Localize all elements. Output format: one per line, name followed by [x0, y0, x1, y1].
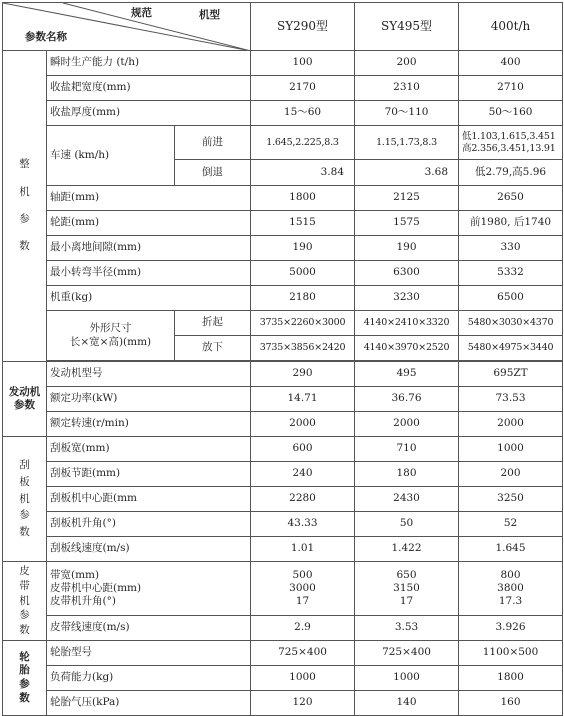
param-label: 刮板机中心距(mm — [47, 487, 251, 512]
param-label: 车速 (km/h) — [47, 126, 175, 186]
table-row — [3, 537, 563, 562]
table-row — [3, 286, 563, 311]
group-engine: 发动机参数 — [3, 362, 47, 437]
group-scraper: 刮板机参数 — [3, 437, 47, 562]
model-header-2: SY495型 — [355, 3, 459, 51]
header-row — [3, 3, 563, 51]
value-cell — [459, 126, 563, 160]
value-cell: 3735×3856×2420 — [251, 336, 355, 361]
value-cell: 1100×500 — [459, 641, 563, 666]
group-whole: 整机参数 — [3, 51, 47, 362]
param-label: 瞬时生产能力 (t/h) — [47, 51, 251, 76]
value-cell: 3.84 — [251, 160, 355, 186]
speed-low: 低1.103,1.615,3.451 — [462, 130, 556, 142]
value-cell: 3250 — [459, 487, 563, 512]
table-row — [3, 261, 563, 286]
value-cell: 330 — [459, 236, 563, 261]
value-cell: 1800 — [459, 666, 563, 691]
value-cell: 43.33 — [251, 512, 355, 537]
value-cell: 3.53 — [355, 616, 459, 641]
value-cell: 1000 — [251, 666, 355, 691]
value-cell: 180 — [355, 462, 459, 487]
value-cell: 2430 — [355, 487, 459, 512]
table-row — [3, 641, 563, 666]
param-label: 参数名称 — [25, 31, 67, 43]
value-cell: 2000 — [251, 412, 355, 437]
value-cell: 6300 — [355, 261, 459, 286]
value-cell: 15～60 — [251, 101, 355, 126]
spec-label: 规范 — [131, 7, 152, 19]
value-cell: 1.645 — [459, 537, 563, 562]
param-label: 最小转弯半径(mm) — [47, 261, 251, 286]
speed-high: 高2.356,3.451,13.91 — [462, 142, 556, 154]
table-row — [3, 211, 563, 236]
value-cell: 240 — [251, 462, 355, 487]
table-row — [3, 616, 563, 641]
value-cell: 2125 — [355, 186, 459, 211]
group-belt: 皮带机参数 — [3, 562, 47, 641]
value-cell: 低2.79,高5.96 — [459, 160, 563, 186]
value-cell: 1000 — [459, 437, 563, 462]
table-row — [3, 691, 563, 716]
param-label: 额定功率(kW) — [47, 387, 251, 412]
value-cell: 3.68 — [355, 160, 459, 186]
param-label: 轮距(mm) — [47, 211, 251, 236]
value-cell: 725×400 — [355, 641, 459, 666]
value-cell: 5480×3030×4370 — [459, 311, 563, 336]
param-label: 轮胎气压(kPa) — [47, 691, 251, 716]
value-cell: 160 — [459, 691, 563, 716]
param-label: 额定转速(r/min) — [47, 412, 251, 437]
value-cell: 2710 — [459, 76, 563, 101]
diagonal-header-cell — [3, 3, 251, 51]
value-cell: 3230 — [355, 286, 459, 311]
dims-label-line2: 长×宽×高)(mm) — [69, 335, 152, 348]
dims-label-line1: 外形尺寸 — [89, 322, 132, 335]
value-cell: 36.76 — [355, 387, 459, 412]
param-label: 机重(kg) — [47, 286, 251, 311]
value-cell: 650 3150 17 — [355, 562, 459, 616]
param-label: 刮板宽(mm) — [47, 437, 251, 462]
param-label: 负荷能力(kg) — [47, 666, 251, 691]
table-row — [3, 236, 563, 261]
value-cell: 290 — [251, 362, 355, 387]
value-cell: 2180 — [251, 286, 355, 311]
value-cell: 1.15,1.73,8.3 — [355, 126, 459, 160]
table-row — [3, 562, 563, 616]
table-row — [3, 362, 563, 387]
value-cell: 500 3000 17 — [251, 562, 355, 616]
value-cell: 2000 — [355, 412, 459, 437]
value-cell: 710 — [355, 437, 459, 462]
value-cell: 73.53 — [459, 387, 563, 412]
table-row — [3, 462, 563, 487]
table-row — [3, 412, 563, 437]
sub-label-down: 放下 — [175, 336, 251, 361]
param-label: 收盐厚度(mm) — [47, 101, 251, 126]
param-label: 刮板机升角(°) — [47, 512, 251, 537]
param-label: 皮带机升角(°) — [50, 595, 116, 608]
value-cell: 5332 — [459, 261, 563, 286]
sub-label-folded: 折起 — [175, 311, 251, 336]
param-label — [47, 311, 175, 361]
value-cell: 2000 — [459, 412, 563, 437]
value-cell: 725×400 — [251, 641, 355, 666]
value-cell: 70～110 — [355, 101, 459, 126]
value-cell: 50～160 — [459, 101, 563, 126]
param-label: 带宽(mm) — [50, 568, 100, 581]
param-label: 轴距(mm) — [47, 186, 251, 211]
param-label: 皮带线速度(m/s) — [47, 616, 251, 641]
table-row — [3, 666, 563, 691]
value-cell: 1000 — [355, 666, 459, 691]
value-cell: 695ZT — [459, 362, 563, 387]
value-cell: 2280 — [251, 487, 355, 512]
value-cell: 140 — [355, 691, 459, 716]
value-cell: 400 — [459, 51, 563, 76]
group-tire: 轮胎参数 — [3, 641, 47, 716]
param-label: 刮板节距(mm) — [47, 462, 251, 487]
table-row — [3, 76, 563, 101]
param-label: 轮胎型号 — [47, 641, 251, 666]
value-cell: 200 — [355, 51, 459, 76]
value-cell: 前1980, 后1740 — [459, 211, 563, 236]
value-cell: 1.01 — [251, 537, 355, 562]
table-row — [3, 186, 563, 211]
value-cell: 200 — [459, 462, 563, 487]
param-label: 收盐耙宽度(mm) — [47, 76, 251, 101]
param-label: 刮板线速度(m/s) — [47, 537, 251, 562]
value-cell: 2650 — [459, 186, 563, 211]
value-cell: 120 — [251, 691, 355, 716]
value-cell: 50 — [355, 512, 459, 537]
value-cell: 1.645,2.225,8.3 — [251, 126, 355, 160]
value-cell: 3.926 — [459, 616, 563, 641]
value-cell: 52 — [459, 512, 563, 537]
value-cell: 1515 — [251, 211, 355, 236]
value-cell: 6500 — [459, 286, 563, 311]
spec-table — [2, 2, 563, 716]
model-header-3: 400t/h — [459, 3, 563, 51]
value-cell: 1.422 — [355, 537, 459, 562]
value-cell: 2170 — [251, 76, 355, 101]
value-cell: 14.71 — [251, 387, 355, 412]
model-header-1: SY290型 — [251, 3, 355, 51]
value-cell: 2310 — [355, 76, 459, 101]
table-row — [3, 387, 563, 412]
table-row — [3, 512, 563, 537]
table-row — [3, 101, 563, 126]
value-cell: 2.9 — [251, 616, 355, 641]
value-cell: 5000 — [251, 261, 355, 286]
table-row — [3, 311, 563, 336]
value-cell: 4140×2410×3320 — [355, 311, 459, 336]
table-row — [3, 437, 563, 462]
sub-label-reverse: 倒退 — [175, 160, 251, 186]
sub-label-forward: 前进 — [175, 126, 251, 160]
param-label: 皮带机中心距(mm) — [50, 581, 142, 594]
value-cell: 190 — [355, 236, 459, 261]
table-row — [3, 126, 563, 160]
value-cell: 100 — [251, 51, 355, 76]
value-cell: 3735×2260×3000 — [251, 311, 355, 336]
value-cell: 495 — [355, 362, 459, 387]
value-cell: 4140×3970×2520 — [355, 336, 459, 361]
value-cell: 190 — [251, 236, 355, 261]
table-row — [3, 51, 563, 76]
value-cell: 5480×4975×3440 — [459, 336, 563, 361]
table-row — [3, 487, 563, 512]
value-cell: 800 3800 17.3 — [459, 562, 563, 616]
value-cell: 1575 — [355, 211, 459, 236]
value-cell: 1800 — [251, 186, 355, 211]
model-label: 机型 — [199, 9, 220, 21]
value-cell: 600 — [251, 437, 355, 462]
param-label: 发动机型号 — [47, 362, 251, 387]
belt-labels — [47, 562, 251, 616]
param-label: 最小离地间隙(mm) — [47, 236, 251, 261]
